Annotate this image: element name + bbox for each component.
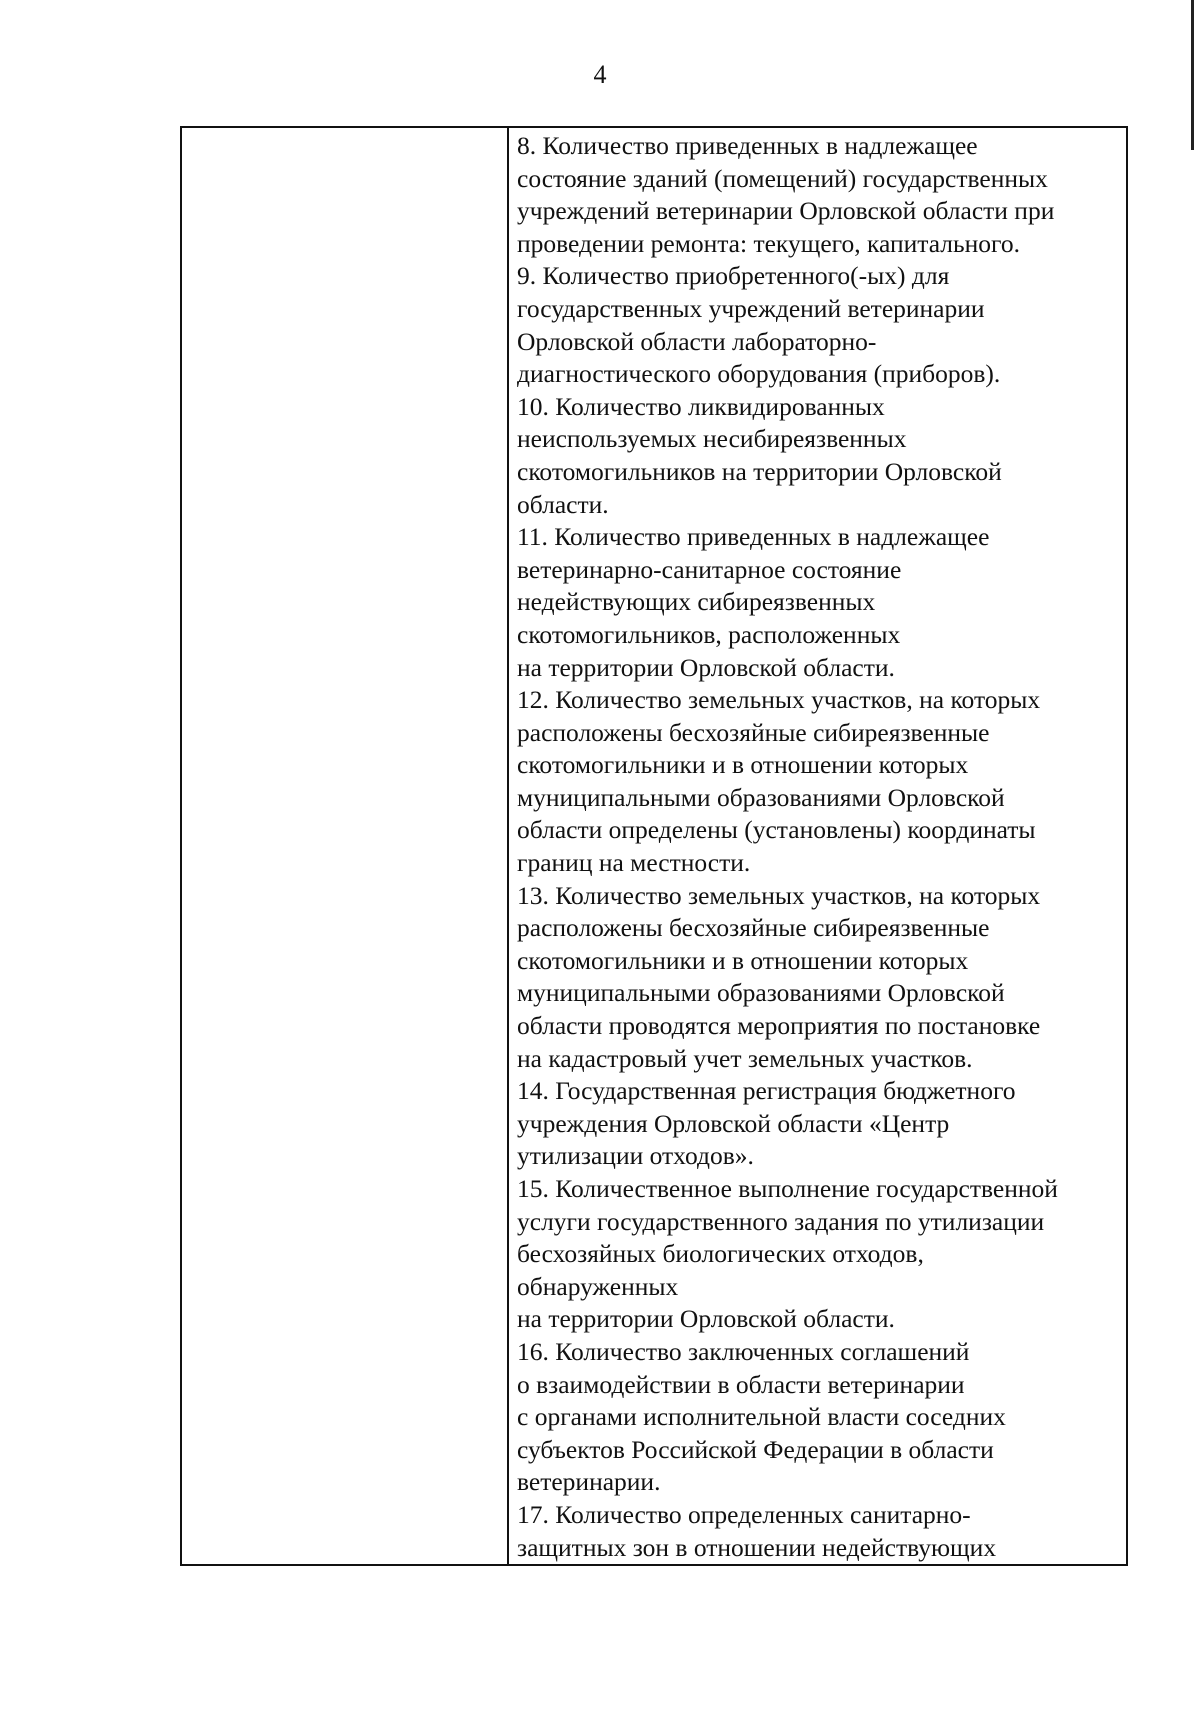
indicators-table (180, 126, 1128, 1566)
indicator-item (517, 1075, 1122, 1173)
indicator-line: состояние зданий (помещений) государственных (517, 163, 1048, 193)
indicator-line: на территории Орловской области. (517, 652, 895, 682)
indicator-line: 14. Государственная регистрация бюджетного (517, 1076, 1016, 1106)
indicator-line: проведении ремонта: текущего, капитального. (517, 228, 1020, 258)
indicator-line: скотомогильники и в отношении которых (517, 750, 969, 780)
table-row (181, 127, 1127, 1565)
indicator-line: 12. Количество земельных участков, на которых (517, 685, 1041, 715)
indicator-line: границ на местности. (517, 848, 751, 878)
indicator-line: области проводятся мероприятия по постановке (517, 1011, 1041, 1041)
indicator-item (517, 880, 1122, 1076)
indicator-line: 10. Количество ликвидированных (517, 391, 885, 421)
indicator-item (517, 1336, 1122, 1499)
indicator-line: диагностического оборудования (приборов). (517, 359, 1001, 389)
indicator-line: ветеринарно-санитарное состояние (517, 554, 902, 584)
indicator-line: 17. Количество определенных санитарно- (517, 1499, 971, 1529)
indicator-line: утилизации отходов». (517, 1141, 754, 1171)
indicator-line: учреждения Орловской области «Центр (517, 1108, 950, 1138)
indicator-line: ветеринарии. (517, 1467, 661, 1497)
indicator-line: на территории Орловской области. (517, 1304, 895, 1334)
indicator-line: учреждений ветеринарии Орловской области при (517, 196, 1055, 226)
indicator-line: муниципальными образованиями Орловской (517, 978, 1005, 1008)
indicator-item (517, 260, 1122, 390)
indicator-line: области. (517, 489, 609, 519)
indicator-item (517, 1499, 1122, 1564)
indicator-line: обнаруженных (517, 1271, 679, 1301)
indicator-line: скотомогильников на территории Орловской (517, 456, 1002, 486)
indicator-line: услуги государственного задания по утилизации (517, 1206, 1045, 1236)
indicator-line: скотомогильники и в отношении которых (517, 945, 969, 975)
indicator-line: государственных учреждений ветеринарии (517, 293, 985, 323)
indicator-line: муниципальными образованиями Орловской (517, 782, 1005, 812)
indicator-line: расположены бесхозяйные сибиреязвенные (517, 717, 990, 747)
indicator-line: защитных зон в отношении недействующих (517, 1532, 997, 1562)
indicator-list (509, 128, 1126, 1564)
indicator-item (517, 130, 1122, 260)
indicator-line: с органами исполнительной власти соседних (517, 1402, 1006, 1432)
indicator-line: области определены (установлены) координаты (517, 815, 1036, 845)
indicator-line: 9. Количество приобретенного(-ых) для (517, 261, 950, 291)
indicator-line: 11. Количество приведенных в надлежащее (517, 522, 990, 552)
indicator-item (517, 684, 1122, 880)
indicator-line: бесхозяйных биологических отходов, (517, 1239, 924, 1269)
indicator-line: 16. Количество заключенных соглашений (517, 1336, 970, 1366)
indicator-line: о взаимодействии в области ветеринарии (517, 1369, 965, 1399)
indicator-line: субъектов Российской Федерации в области (517, 1434, 994, 1464)
indicator-line: 8. Количество приведенных в надлежащее (517, 131, 978, 160)
indicator-line: неиспользуемых несибиреязвенных (517, 424, 907, 454)
indicator-line: Орловской области лабораторно- (517, 326, 877, 356)
indicator-item (517, 1173, 1122, 1336)
table-cell-right (508, 127, 1127, 1565)
indicator-line: 13. Количество земельных участков, на которых (517, 880, 1041, 910)
indicator-line: скотомогильников, расположенных (517, 619, 901, 649)
indicator-item (517, 391, 1122, 521)
indicator-line: 15. Количественное выполнение государственной (517, 1174, 1058, 1203)
indicator-item (517, 521, 1122, 684)
indicator-line: недействующих сибиреязвенных (517, 587, 876, 617)
indicator-line: расположены бесхозяйные сибиреязвенные (517, 913, 990, 943)
indicator-line: на кадастровый учет земельных участков. (517, 1043, 973, 1073)
table-cell-left (181, 127, 508, 1565)
page-number: 4 (593, 60, 607, 89)
